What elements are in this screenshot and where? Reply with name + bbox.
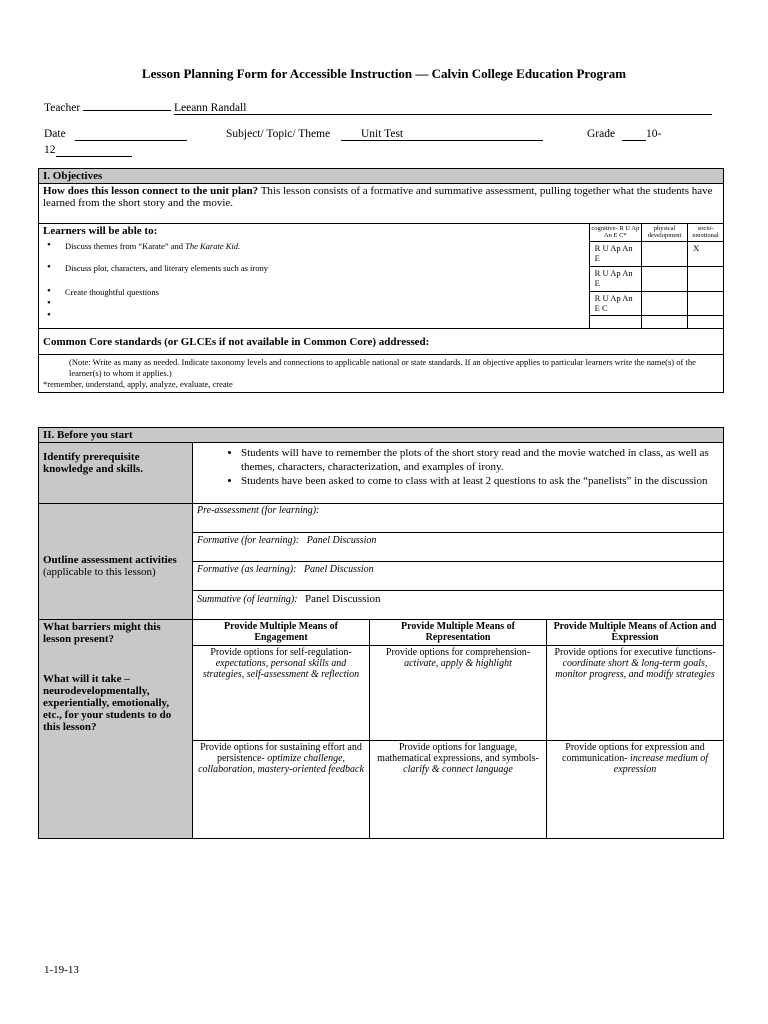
col-cognitive: cognitive- R U Ap An E C* bbox=[589, 224, 641, 242]
date-label: Date bbox=[44, 128, 66, 140]
objective-2-socio[interactable] bbox=[688, 267, 724, 292]
objective-1-cognitive[interactable]: R U Ap An E bbox=[589, 242, 641, 267]
taxonomy-note: *remember, understand, apply, analyze, evaluate, create bbox=[43, 379, 233, 389]
objective-item: • Discuss plot, characters, and literary elements such as irony bbox=[65, 263, 585, 287]
summative-field[interactable]: Summative (of learning): Panel Discussion bbox=[193, 591, 724, 620]
form-title: Lesson Planning Form for Accessible Instruction — Calvin College Education Program bbox=[141, 66, 627, 81]
objective-item bbox=[65, 311, 585, 321]
grade-value[interactable]: 10- bbox=[646, 128, 662, 140]
objective-4-socio[interactable] bbox=[688, 316, 724, 329]
objectives-table bbox=[38, 168, 724, 393]
engagement-header: Provide Multiple Means of Engagement bbox=[193, 620, 370, 646]
formative-as-field[interactable]: Formative (as learning): Panel Discussion bbox=[193, 562, 724, 591]
objective-item: • Create thoughtful questions bbox=[65, 287, 585, 299]
objective-item: • Discuss themes from “Karate” and The Karate Kid. bbox=[65, 241, 585, 263]
assessment-label: Outline assessment activities bbox=[43, 554, 177, 566]
objective-4-physical[interactable] bbox=[641, 316, 687, 329]
representation-header: Provide Multiple Means of Representation bbox=[370, 620, 547, 646]
representation-option-1: Provide options for comprehension- activate, apply & highlight bbox=[370, 646, 547, 741]
objective-3-socio[interactable] bbox=[688, 292, 724, 316]
assessment-label-cell bbox=[39, 504, 193, 620]
objective-2-cognitive[interactable]: R U Ap An E bbox=[589, 267, 641, 292]
formative-for-field[interactable]: Formative (for learning): Panel Discussion bbox=[193, 533, 724, 562]
assessment-sublabel: (applicable to this lesson) bbox=[43, 566, 156, 578]
action-option-2: Provide options for expression and communication- increase medium of expression bbox=[547, 741, 724, 839]
objective-1-socio[interactable]: X bbox=[688, 242, 724, 267]
subject-value[interactable]: Unit Test bbox=[361, 128, 404, 140]
what-it-takes-question: What will it take – neurodevelopmentally, experientially, emotionally, etc., for your students to do this lesson? bbox=[43, 673, 172, 733]
prereq-cell bbox=[193, 443, 724, 504]
teacher-label: Teacher bbox=[44, 102, 81, 114]
grade-continued: 12 bbox=[44, 144, 56, 156]
prereq-item: • Students have been asked to come to class with at least 2 questions to ask the “panelists” in the discussion bbox=[241, 474, 719, 488]
barriers-question: What barriers might this lesson present? bbox=[43, 621, 161, 645]
grade-label: Grade bbox=[587, 128, 616, 140]
action-option-1: Provide options for executive functions- coordinate short & long-term goals, monitor progress, and modify strategies bbox=[547, 646, 724, 741]
standards-label: Common Core standards (or GLCEs if not available in Common Core) addressed: bbox=[39, 329, 724, 355]
date-field[interactable] bbox=[75, 140, 187, 141]
before-header: II. Before you start bbox=[39, 428, 724, 443]
objective-item bbox=[65, 299, 585, 311]
subject-label: Subject/ Topic/ Theme bbox=[226, 128, 331, 140]
before-table bbox=[38, 427, 724, 839]
objective-4-cognitive[interactable] bbox=[589, 316, 641, 329]
barriers-cell bbox=[39, 620, 193, 839]
objective-3-cognitive[interactable]: R U Ap An E C bbox=[589, 292, 641, 316]
objective-1-physical[interactable] bbox=[641, 242, 687, 267]
standards-note: (Note: Write as many as needed. Indicate taxonomy levels and connections to applicable national or state standards. If an objective applies to particular learners write the name(s) of the learner(s) to whom it applies.) *remember, understand, apply, analyze, evaluate, create bbox=[39, 355, 724, 393]
prereq-label: Identify prerequisite knowledge and skills. bbox=[39, 443, 193, 504]
engagement-option-2: Provide options for sustaining effort and persistence- optimize challenge, collaboration, mastery-oriented feedback bbox=[193, 741, 370, 839]
col-physical: physical development bbox=[641, 224, 687, 242]
learners-label: Learners will be able to: bbox=[43, 225, 158, 237]
footer-date: 1-19-13 bbox=[44, 964, 79, 976]
objectives-header: I. Objectives bbox=[39, 169, 724, 184]
objective-2-physical[interactable] bbox=[641, 267, 687, 292]
learners-cell bbox=[39, 224, 590, 329]
objective-3-physical[interactable] bbox=[641, 292, 687, 316]
teacher-name[interactable]: Leeann Randall bbox=[174, 102, 712, 115]
engagement-option-1: Provide options for self-regulation- expectations, personal skills and strategies, self-assessment & reflection bbox=[193, 646, 370, 741]
teacher-row bbox=[44, 98, 724, 115]
col-socio: socio- emotional bbox=[688, 224, 724, 242]
prereq-item: • Students will have to remember the plots of the short story read and the movie watched in class, as well as themes, characters, characterization, and examples of irony. bbox=[241, 446, 719, 474]
representation-option-2: Provide options for language, mathematical expressions, and symbols- clarify & connect language bbox=[370, 741, 547, 839]
action-expression-header: Provide Multiple Means of Action and Expression bbox=[547, 620, 724, 646]
pre-assessment-field[interactable]: Pre-assessment (for learning): bbox=[193, 504, 724, 533]
unit-connection: How does this lesson connect to the unit plan? This lesson consists of a formative and summative assessment, pulling together what the students have learned from the short story and the movie. bbox=[39, 184, 724, 224]
